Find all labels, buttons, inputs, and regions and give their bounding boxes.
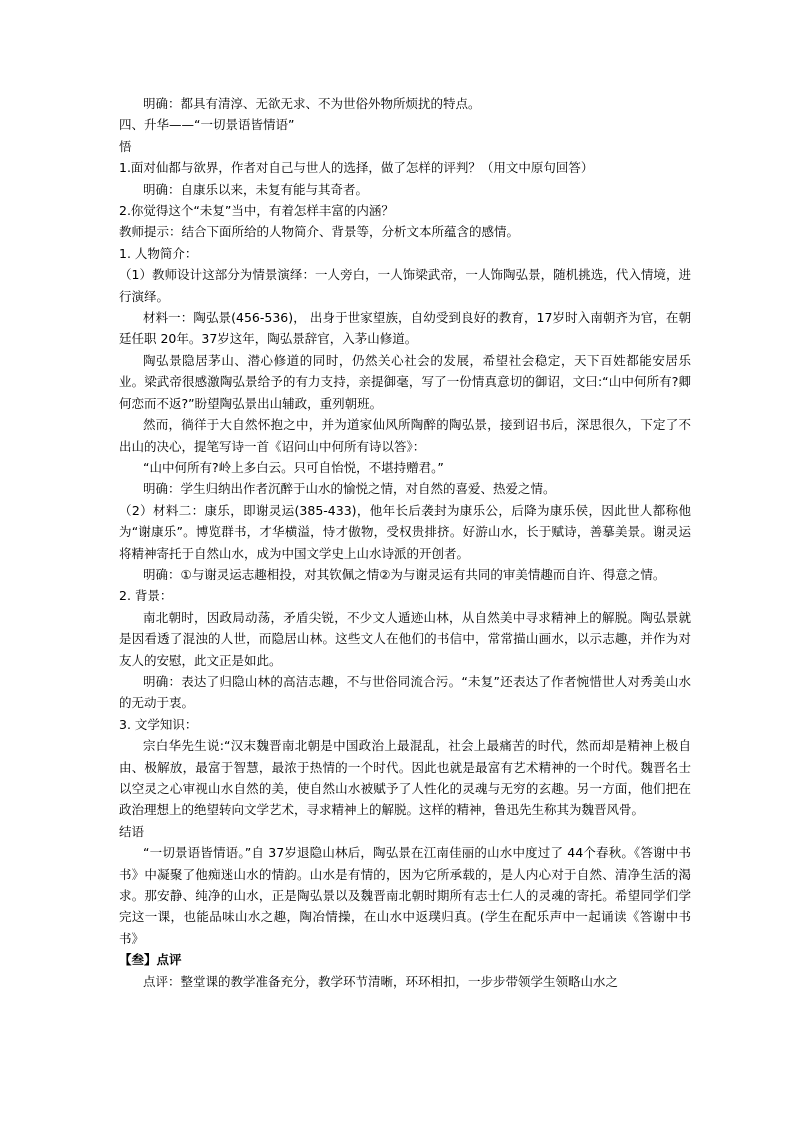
answer-line: 明确：①与谢灵运志趣相投，对其钦佩之情②为与谢灵运有共同的审美情趣而自许、得意之情。	[143, 566, 666, 582]
item-heading: 3. 文学知识：	[119, 716, 198, 732]
item-heading: 1. 人物简介：	[119, 245, 198, 261]
commentary-line: 点评：整堂课的教学准备充分，教学环节清晰，环环相扣，一步步带领学生领略山水之	[143, 973, 619, 989]
item-heading: 2. 背景：	[119, 588, 173, 604]
question-2: 2.你觉得这个“未复”当中，有着怎样丰富的内涵？	[119, 203, 394, 219]
paragraph: （1）教师设计这部分为情景演绎：一人旁白，一人饰梁武帝，一人饰陶弘景，随机挑选，代入情境，进行演绎。	[119, 267, 691, 304]
teacher-hint: 教师提示：结合下面所给的人物简介、背景等，分析文本所蕴含的感情。	[119, 224, 520, 240]
section-heading: 四、升华——“一切景语皆情语”	[119, 117, 295, 133]
answer-line: 明确：都具有清淳、无欲无求、不为世俗外物所烦扰的特点。	[143, 96, 481, 111]
subsection-heading: 结语	[119, 823, 145, 839]
paragraph: 南北朝时，因政局动荡，矛盾尖锐，不少文人遁迹山林，从自然美中寻求精神上的解脱。陶弘景就是因看透了混浊的人世，而隐居山林。这些文人在他们的书信中，常常描山画水，以示志趣，并作为对友人的安慰，此文正是如此。	[119, 609, 691, 668]
paragraph: （2）材料二：康乐，即谢灵运(385-433)，他年长后袭封为康乐公，后降为康乐侯，因此世人都称他为“谢康乐”。博览群书，才华横溢，恃才傲物，受权贵排挤。好游山水，长于赋诗，善摹美景。谢灵运将精神寄托于自然山水，成为中国文学史上山水诗派的开创者。	[119, 502, 691, 561]
subsection-heading: 悟	[119, 138, 132, 154]
question-1: 1.面对仙都与欲界，作者对自己与世人的选择，做了怎样的评判？（用文中原句回答）	[119, 160, 594, 176]
paragraph: 陶弘景隐居茅山、潜心修道的同时，仍然关心社会的发展，希望社会稳定，天下百姓都能安居乐业。梁武帝很感激陶弘景给予的有力支持，亲提御毫，写了一份情真意切的御诏，文曰:“山中何所有?卿何恋而不返?”盼望陶弘景出山辅政，重列朝班。	[119, 352, 691, 411]
paragraph: “一切景语皆情语。”自 37岁退隐山林后，陶弘景在江南佳丽的山水中度过了 44个春秋。《答谢中书书》中凝聚了他痴迷山水的情韵。山水是有情的，因为它所承载的，是人内心对于自然、清净生活的渴求。那安静、纯净的山水，正是陶弘景以及魏晋南北朝时期所有志士仁人的灵魂的寄托。希望同学们学完这一课，也能品味山水之趣，陶冶情操，在山水中返璞归真。(学生在配乐声中一起诵读《答谢中书书》	[119, 845, 691, 946]
paragraph: 宗白华先生说:“汉末魏晋南北朝是中国政治上最混乱，社会上最痛苦的时代，然而却是精神上极自由、极解放，最富于智慧，最浓于热情的一个时代。因此也就是最富有艺术精神的一个时代。魏晋名士以空灵之心审视山水自然的美，使自然山水被赋予了人性化的灵魂与无穷的玄趣。另一方面，他们把在政治理想上的绝望转向文学艺术，寻求精神上的解脱。这样的精神，鲁迅先生称其为魏晋风骨。	[119, 738, 691, 818]
paragraph: 然而，徜徉于大自然怀抱之中，并为道家仙风所陶醉的陶弘景，接到诏书后，深思很久，下定了不出山的决心，提笔写诗一首《诏问山中何所有诗以答》：	[119, 417, 691, 454]
poem-quote: “山中何所有?岭上多白云。只可自怡悦，不堪持赠君。”	[143, 459, 444, 475]
paragraph: 材料一：陶弘景(456-536)， 出身于世家望族，自幼受到良好的教育，17岁时入南朝齐为官，在朝廷任职 20年。37岁这年，陶弘景辞官，入茅山修道。	[119, 310, 691, 347]
answer-line: 明确：自康乐以来，未复有能与其奇者。	[143, 181, 369, 197]
document-page	[119, 93, 691, 992]
section-heading-commentary: 【叁】点评	[119, 952, 182, 968]
answer-line: 明确：学生归纳出作者沉醉于山水的愉悦之情，对自然的喜爱、热爱之情。	[143, 481, 556, 497]
answer-line: 明确：表达了归隐山林的高洁志趣，不与世俗同流合污。“未复”还表达了作者惋惜世人对秀美山水的无动于衷。	[119, 673, 691, 711]
